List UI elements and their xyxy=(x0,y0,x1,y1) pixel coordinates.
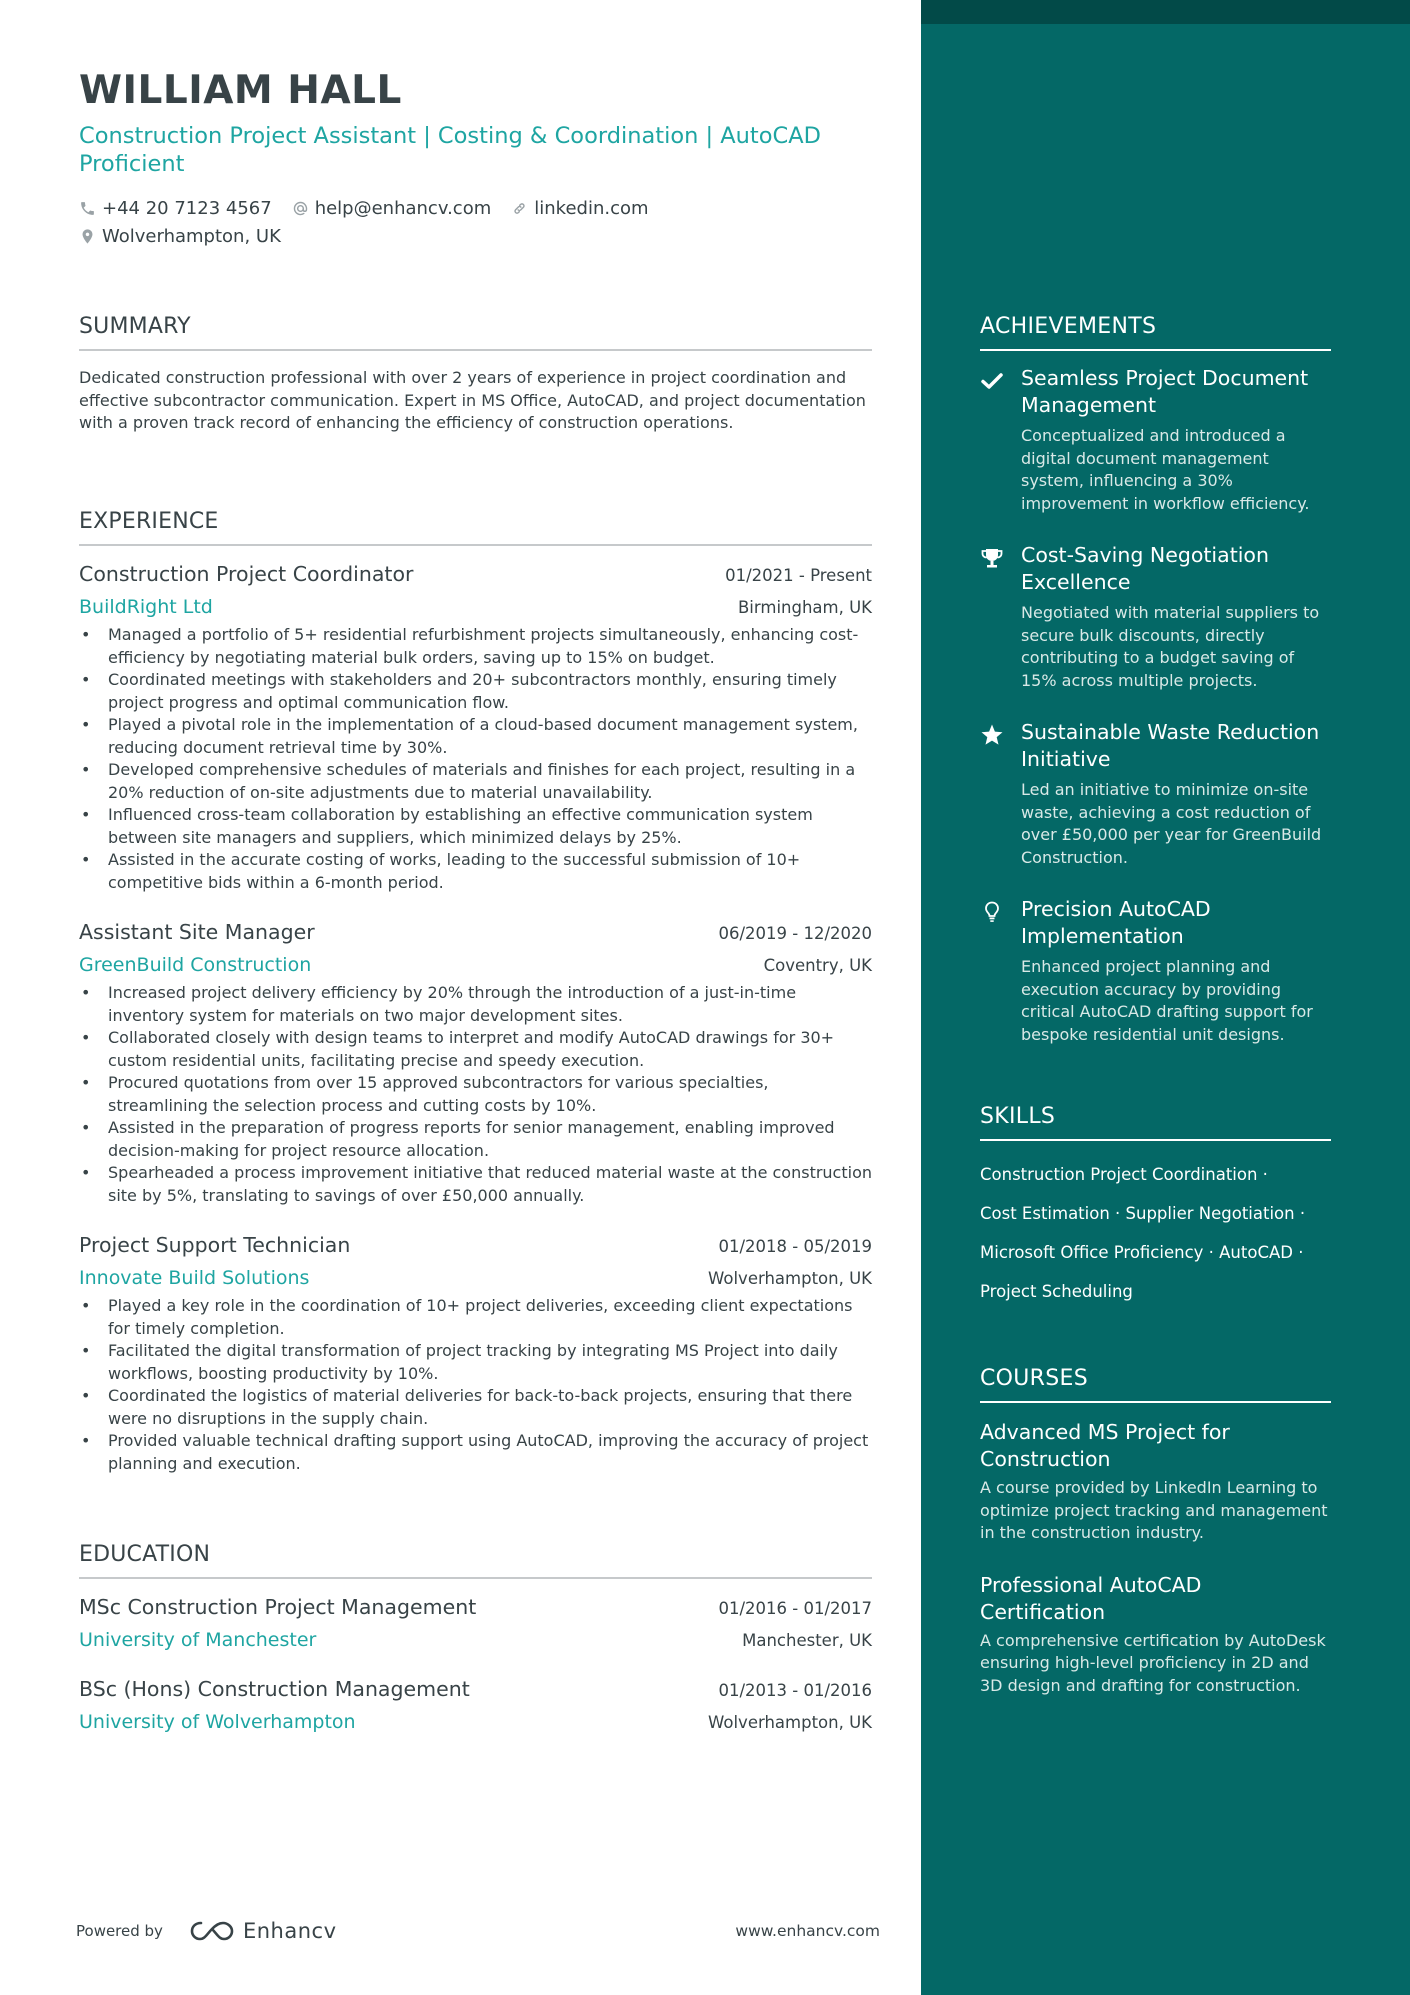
bullet-item: • Procured quotations from over 15 approved subcontractors for various specialties, streamlining the selection process and cutting costs by 10%. xyxy=(79,1072,872,1117)
enhancv-brand-name: Enhancv xyxy=(242,1919,337,1943)
degree-title: MSc Construction Project Management xyxy=(79,1595,477,1619)
job-location: Birmingham, UK xyxy=(737,598,872,617)
achievement-title: Sustainable Waste Reduction Initiative xyxy=(1021,720,1320,771)
course-desc: A comprehensive certification by AutoDesk ensuring high-level proficiency in 2D and 3D design and drafting for construction. xyxy=(980,1630,1326,1695)
job-location: Wolverhampton, UK xyxy=(708,1269,872,1288)
link-icon xyxy=(511,200,528,217)
course-title: Professional AutoCAD Certification xyxy=(980,1572,1202,1624)
achievement-title: Seamless Project Document Management xyxy=(1021,366,1309,417)
linkedin-link[interactable]: linkedin.com xyxy=(534,197,649,219)
skills-line: Project Scheduling xyxy=(980,1282,1133,1301)
bullet-item: • Coordinated meetings with stakeholders and 20+ subcontractors monthly, ensuring timely project progress and optimal communication flow. xyxy=(79,669,872,714)
enhancv-logo-icon xyxy=(189,1918,235,1944)
lightbulb-icon xyxy=(980,900,1004,924)
sidebar xyxy=(921,0,1410,1995)
company-name: BuildRight Ltd xyxy=(79,596,213,618)
school-location: Wolverhampton, UK xyxy=(708,1713,872,1732)
experience-section xyxy=(79,509,872,1475)
bullet-item: • Developed comprehensive schedules of materials and finishes for each project, resulting in a 20% reduction of on-site adjustments due to material unavailability. xyxy=(79,759,872,804)
courses-title: COURSES xyxy=(980,1366,1331,1403)
headline: Construction Project Assistant | Costing & Coordination | AutoCAD Proficient xyxy=(79,123,821,177)
achievement-desc: Led an initiative to minimize on-site waste, achieving a cost reduction of over £50,000 per year for GreenBuild Construction. xyxy=(1021,780,1322,867)
bullet-item: • Played a key role in the coordination of 10+ project deliveries, exceeding client expectations for timely completion. xyxy=(79,1295,872,1340)
phone-icon xyxy=(79,200,96,217)
achievements-title: ACHIEVEMENTS xyxy=(980,314,1331,351)
course-desc: A course provided by LinkedIn Learning to optimize project tracking and management in the construction industry. xyxy=(980,1478,1328,1542)
bullet-item: • Assisted in the accurate costing of works, leading to the successful submission of 10+ competitive bids within a 6-month period. xyxy=(79,849,872,894)
bullet-item: • Assisted in the preparation of progress reports for senior management, enabling improved decision-making for project resource allocation. xyxy=(79,1117,872,1162)
at-icon xyxy=(292,200,309,217)
location-text: Wolverhampton, UK xyxy=(102,225,281,247)
course-title: Advanced MS Project for Construction xyxy=(980,1420,1230,1471)
school-name: University of Wolverhampton xyxy=(79,1711,356,1733)
achievement-desc: Negotiated with material suppliers to secure bulk discounts, directly contributing to a budget saving of 15% across multiple projects. xyxy=(1021,603,1320,690)
email-contact xyxy=(292,198,492,219)
education-section xyxy=(79,1542,872,1733)
candidate-name: WILLIAM HALL xyxy=(79,68,402,113)
job-entry xyxy=(79,1233,872,1475)
job-dates: 06/2019 - 12/2020 xyxy=(718,924,872,943)
bullet-item: • Collaborated closely with design teams to interpret and modify AutoCAD drawings for 30+ custom residential units, facilitating precise and speedy execution. xyxy=(79,1027,872,1072)
education-dates: 01/2016 - 01/2017 xyxy=(718,1599,872,1618)
job-bullets xyxy=(79,1295,872,1475)
achievements-section xyxy=(980,314,1331,1046)
website-link[interactable]: www.enhancv.com xyxy=(735,1922,880,1940)
bullet-item: • Facilitated the digital transformation of project tracking by integrating MS Project into daily workflows, boosting productivity by 10%. xyxy=(79,1340,872,1385)
bullet-item: • Spearheaded a process improvement initiative that reduced material waste at the construction site by 5%, translating to savings of over £50,000 annually. xyxy=(79,1162,872,1207)
job-title: Assistant Site Manager xyxy=(79,920,315,944)
powered-by-label: Powered by xyxy=(76,1922,163,1940)
achievement-item xyxy=(980,542,1331,692)
skills-title: SKILLS xyxy=(980,1104,1331,1141)
experience-title: EXPERIENCE xyxy=(79,509,872,546)
job-location: Coventry, UK xyxy=(763,956,872,975)
job-dates: 01/2018 - 05/2019 xyxy=(718,1237,872,1256)
achievement-title: Cost-Saving Negotiation Excellence xyxy=(1021,543,1269,594)
achievement-desc: Enhanced project planning and execution accuracy by providing critical AutoCAD drafting support for bespoke residential unit designs. xyxy=(1021,957,1313,1044)
job-entry xyxy=(79,920,872,1207)
contact-info xyxy=(79,196,879,252)
course-item xyxy=(980,1419,1331,1545)
courses-section xyxy=(980,1366,1331,1697)
summary-text: Dedicated construction professional with over 2 years of experience in project coordination and effective subcontractor communication. Expert in MS Office, AutoCAD, and project documentation with a proven track record of enhancing the efficiency of construction operations. xyxy=(79,368,866,432)
bullet-item: • Coordinated the logistics of material deliveries for back-to-back projects, ensuring that there were no disruptions in the supply chain. xyxy=(79,1385,872,1430)
enhancv-logo[interactable] xyxy=(189,1918,337,1944)
job-title: Construction Project Coordinator xyxy=(79,562,414,586)
company-name: Innovate Build Solutions xyxy=(79,1267,310,1289)
location-contact xyxy=(79,226,281,247)
skills-section xyxy=(980,1104,1331,1311)
check-icon xyxy=(980,369,1004,393)
job-dates: 01/2021 - Present xyxy=(725,566,872,585)
course-item xyxy=(980,1572,1331,1698)
bullet-item: • Played a pivotal role in the implementation of a cloud-based document management system, reducing document retrieval time by 30%. xyxy=(79,714,872,759)
skills-list xyxy=(980,1155,1331,1311)
job-entry xyxy=(79,562,872,894)
summary-section xyxy=(79,314,872,435)
linkedin-contact xyxy=(511,198,648,219)
education-title: EDUCATION xyxy=(79,1542,872,1579)
education-entry xyxy=(79,1595,872,1651)
job-title: Project Support Technician xyxy=(79,1233,351,1257)
degree-title: BSc (Hons) Construction Management xyxy=(79,1677,470,1701)
footer xyxy=(76,1916,880,1946)
achievement-item xyxy=(980,719,1331,869)
job-bullets xyxy=(79,982,872,1207)
achievement-title: Precision AutoCAD Implementation xyxy=(1021,897,1211,948)
phone-contact xyxy=(79,198,272,219)
school-location: Manchester, UK xyxy=(742,1631,872,1650)
star-icon xyxy=(980,723,1004,747)
email-address[interactable]: help@enhancv.com xyxy=(314,197,492,219)
trophy-icon xyxy=(980,546,1004,570)
skills-line: Microsoft Office Proficiency · AutoCAD · xyxy=(980,1243,1304,1262)
bullet-item: • Influenced cross-team collaboration by establishing an effective communication system between site managers and suppliers, which minimized delays by 25%. xyxy=(79,804,872,849)
bullet-item: • Increased project delivery efficiency by 20% through the introduction of a just-in-time inventory system for materials on two major development sites. xyxy=(79,982,872,1027)
achievement-item xyxy=(980,896,1331,1046)
skills-line: Construction Project Coordination · xyxy=(980,1165,1268,1184)
sidebar-top-band xyxy=(921,0,1410,24)
job-bullets xyxy=(79,624,872,894)
phone-number[interactable]: +44 20 7123 4567 xyxy=(102,197,272,219)
location-pin-icon xyxy=(79,228,96,245)
education-entry xyxy=(79,1677,872,1733)
school-name: University of Manchester xyxy=(79,1629,317,1651)
skills-line: Cost Estimation · Supplier Negotiation · xyxy=(980,1204,1306,1223)
company-name: GreenBuild Construction xyxy=(79,954,312,976)
bullet-item: • Provided valuable technical drafting support using AutoCAD, improving the accuracy of project planning and execution. xyxy=(79,1430,872,1475)
bullet-item: • Managed a portfolio of 5+ residential refurbishment projects simultaneously, enhancing cost-efficiency by negotiating material bulk orders, saving up to 15% on budget. xyxy=(79,624,872,669)
achievement-item xyxy=(980,365,1331,515)
education-dates: 01/2013 - 01/2016 xyxy=(718,1681,872,1700)
powered-by xyxy=(76,1918,337,1944)
summary-title: SUMMARY xyxy=(79,314,872,351)
achievement-desc: Conceptualized and introduced a digital document management system, influencing a 30% improvement in workflow efficiency. xyxy=(1021,426,1310,513)
